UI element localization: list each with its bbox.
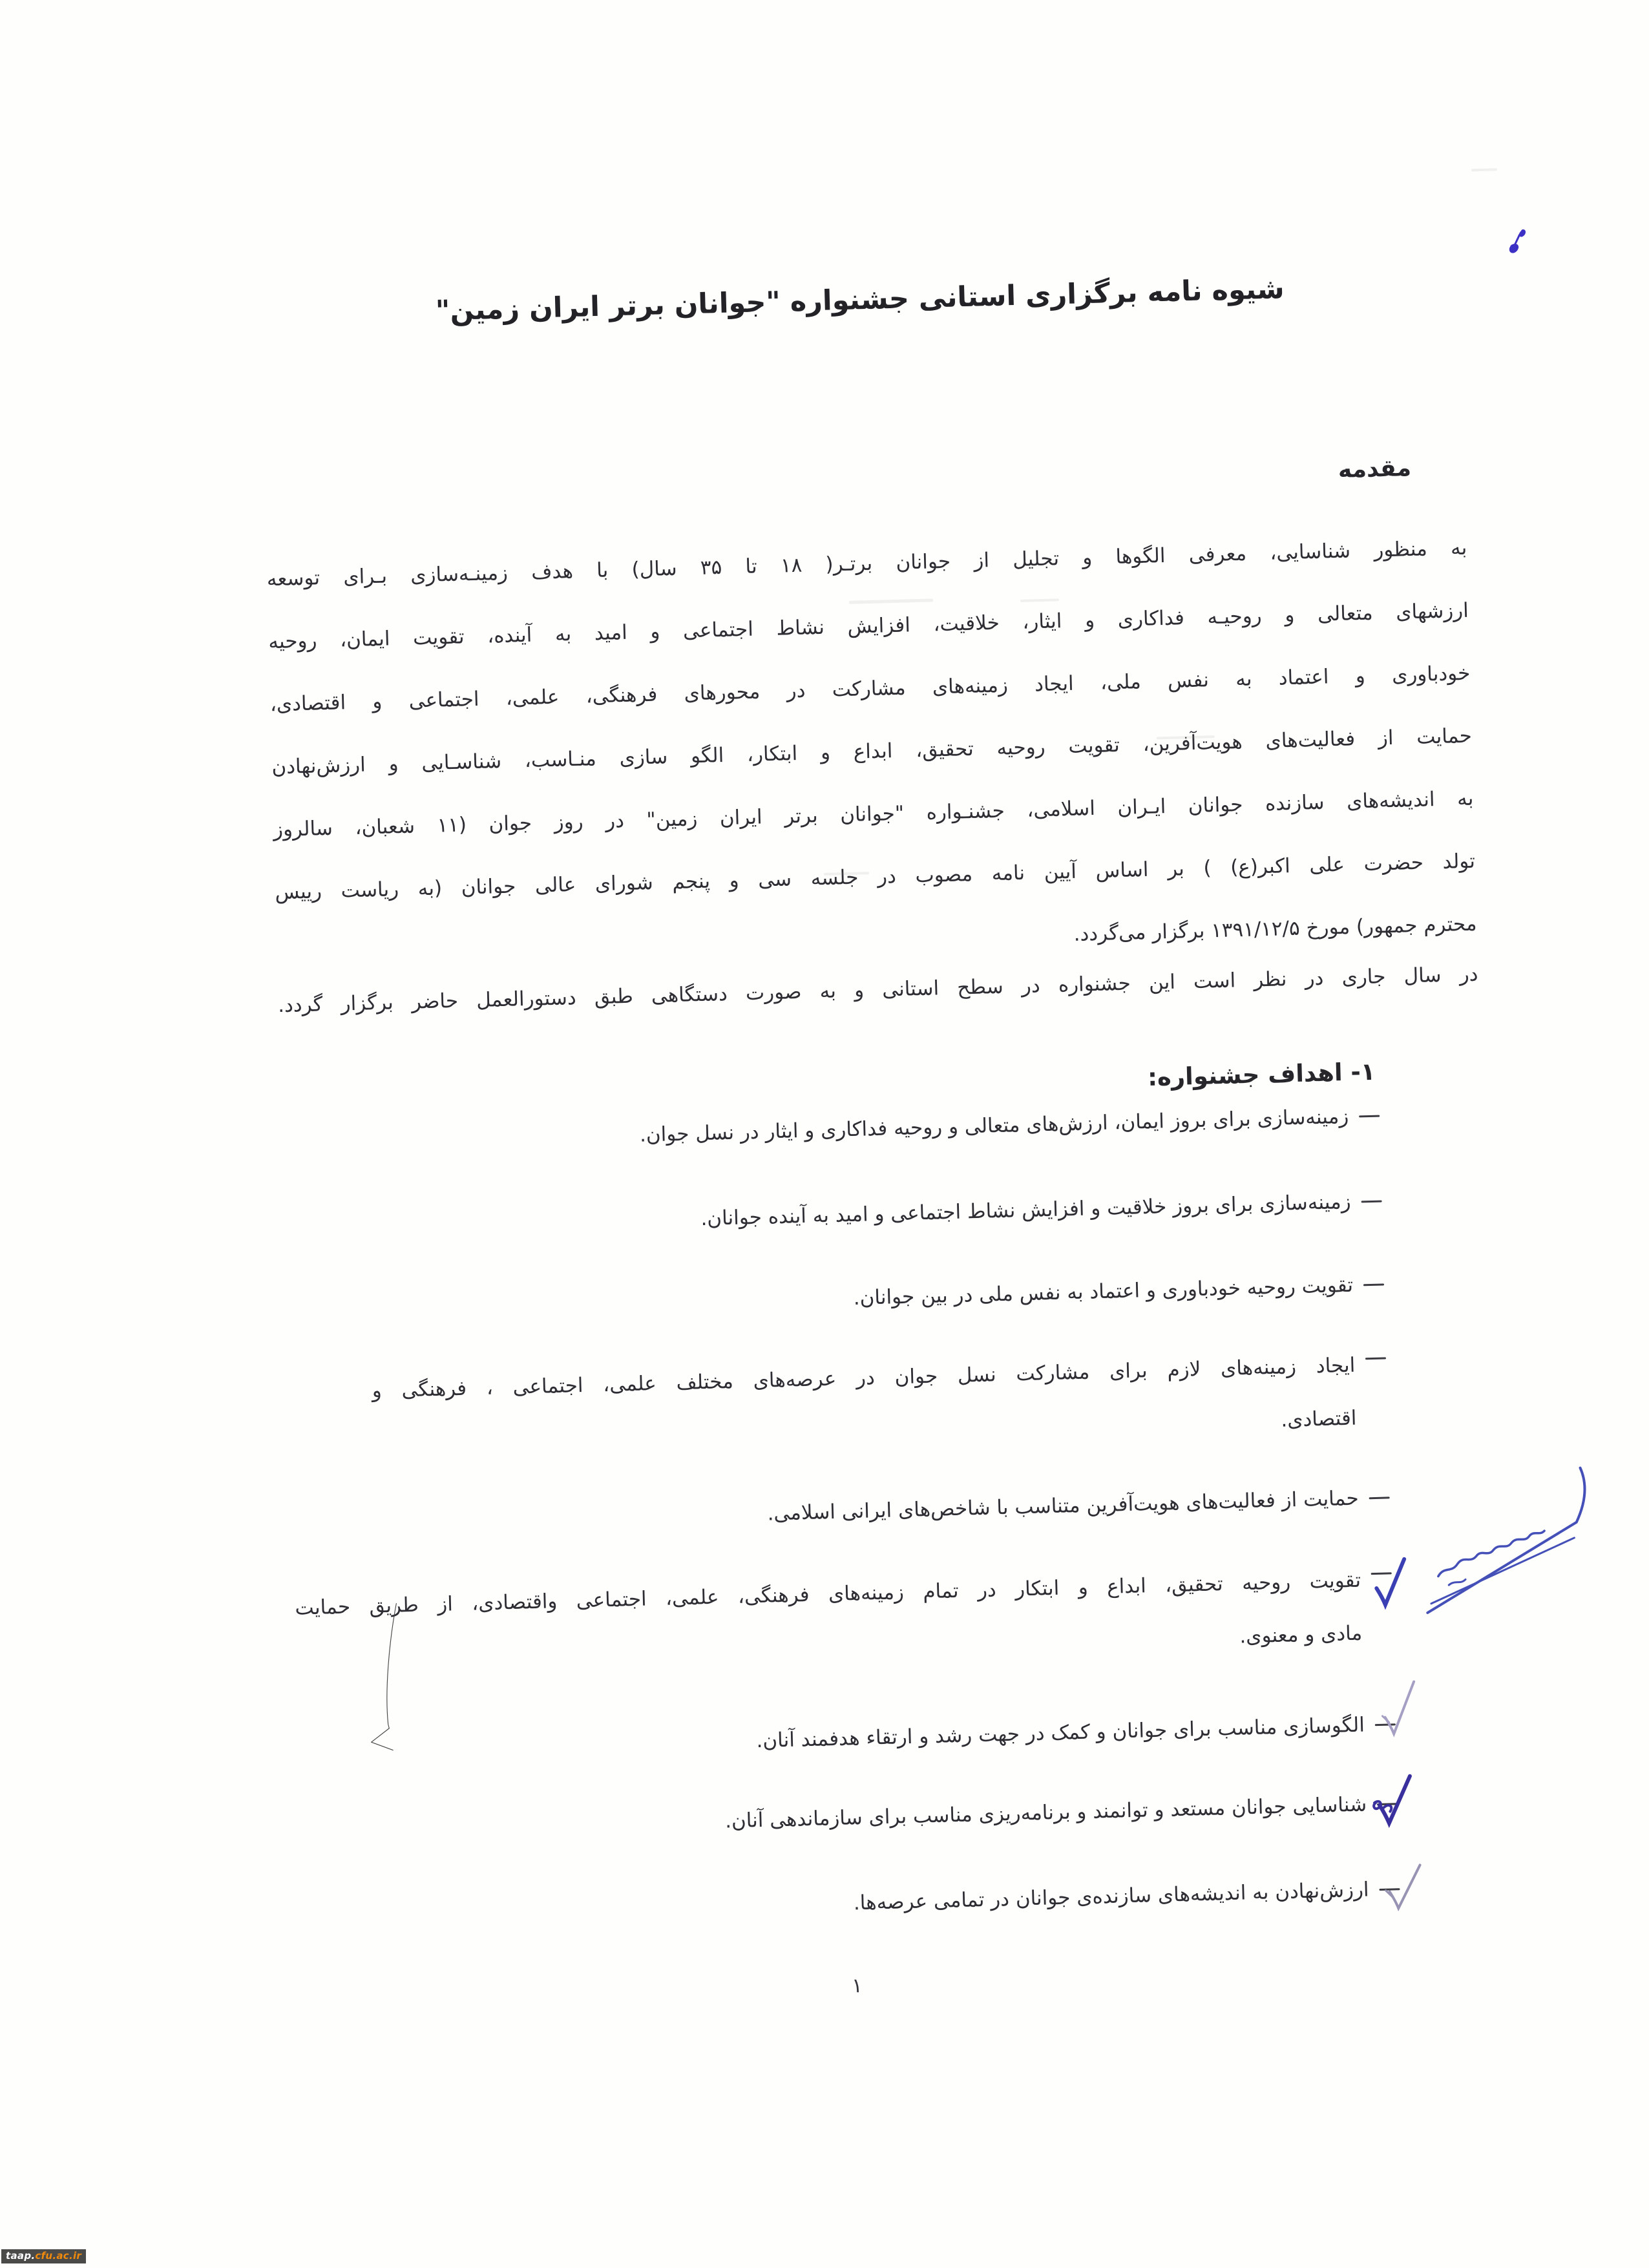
objective-item bbox=[853, 1265, 1385, 1318]
objective-text-continued: اقتصادی. bbox=[1280, 1406, 1357, 1432]
paragraph-line: ارزشهای متعالی و روحیـه فداکاری و ایثار، خلاقیت، افزایش نشاط اجتماعی و امید به آینده، تقویت ایمان، روحیه bbox=[268, 598, 1469, 654]
document-title: شیوه نامه برگزاری استانی جشنواره "جوانان برتر ایران زمین" bbox=[435, 273, 1285, 328]
scan-content bbox=[1, 0, 1649, 2268]
objective-text: حمایت از فعالیت‌های هویت‌آفرین متناسب با شاخص‌های ایرانی اسلامی. bbox=[767, 1486, 1360, 1526]
paragraph-line: خودباوری و اعتماد به نفس ملی، ایجاد زمینه‌های مشارکت در محورهای فرهنگی، علمی، اجتماعی و اقتصادی، bbox=[269, 661, 1471, 717]
objective-item bbox=[767, 1477, 1391, 1533]
bullet-dash-icon bbox=[1363, 1284, 1384, 1286]
checkmark-ink-gray-icon bbox=[1382, 1860, 1430, 1915]
objectives-heading: ۱- اهداف جشنواره: bbox=[1147, 1057, 1376, 1091]
objective-item bbox=[294, 1553, 1394, 1687]
watermark-domain: cfu.ac.ir bbox=[35, 2250, 82, 2262]
ink-comma-mark-icon bbox=[1502, 226, 1533, 260]
watermark bbox=[1, 2249, 86, 2263]
objective-text-continued: مادی و معنوی. bbox=[1239, 1621, 1363, 1648]
objective-item bbox=[639, 1096, 1380, 1155]
checkmark-ink-faint-icon bbox=[1380, 1676, 1421, 1742]
objective-text: زمینه‌سازی برای بروز خلاقیت و افزایش نشاط اجتماعی و امید به آینده جوانان. bbox=[700, 1190, 1352, 1231]
bullet-dash-icon bbox=[1361, 1201, 1382, 1203]
paragraph-line: به اندیشه‌های سازنده جوانان ایـران اسلامی، جشنـواره "جوانان برتر ایران زمین" در روز جوان (۱۱ شعبان، سالروز bbox=[273, 786, 1474, 842]
closing-sentence: در سال جاری در نظر است این جشنواره در سطح استانی و به صورت دستگاهی طبق دستورالعمل حاضر برگزار گردد. bbox=[277, 962, 1478, 1018]
objective-text: تقویت روحیه تحقیق، ابداع و ابتکار در تمام زمینه‌های فرهنگی، علمی، اجتماعی واقتصادی، از طریق حمایت bbox=[295, 1568, 1361, 1620]
paragraph-line: محترم جمهور) مورخ ۱۳۹۱/۱۲/۵ برگزار می‌گردد. bbox=[1073, 912, 1477, 946]
objective-text: ارزش‌نهادن به اندیشه‌های سازنده‌ی جوانان در تمامی عرصه‌ها. bbox=[853, 1878, 1369, 1915]
page-number: ۱ bbox=[851, 1974, 863, 1998]
bullet-dash-icon bbox=[1359, 1115, 1380, 1118]
objective-item bbox=[724, 1783, 1398, 1841]
checkmark-ink-icon bbox=[1371, 1554, 1412, 1615]
objective-text: ایجاد زمینه‌های لازم برای مشارکت نسل جوان در عرصه‌های مختلف علمی، اجتماعی ، فرهنگی و bbox=[372, 1353, 1356, 1403]
objective-text: شناسایی جوانان مستعد و توانمند و برنامه‌ریزی مناسب برای سازماندهی آنان. bbox=[724, 1792, 1367, 1833]
objective-item bbox=[700, 1181, 1383, 1239]
bullet-dash-icon bbox=[1365, 1357, 1386, 1360]
introduction-heading: مقدمه bbox=[1338, 454, 1412, 483]
watermark-prefix: taap. bbox=[6, 2250, 36, 2262]
introduction-paragraph bbox=[266, 517, 1478, 987]
bullet-dash-icon bbox=[1369, 1496, 1390, 1499]
objective-text: الگوسازی مناسب برای جوانان و کمک در جهت رشد و ارتقاء هدفمند آنان. bbox=[756, 1713, 1365, 1753]
objective-text: تقویت روحیه خودباوری و اعتماد به نفس ملی در بین جوانان. bbox=[853, 1273, 1354, 1310]
pen-stroke bbox=[326, 1597, 439, 1755]
scan-smudge bbox=[1471, 168, 1497, 171]
paragraph-line: حمایت از فعالیت‌های هویت‌آفرین، تقویت روحیه تحقیق، ابداع و ابتکار، الگو سازی منـاسب، شناسـایی و ارزش‌نهادن bbox=[271, 724, 1473, 779]
objective-item bbox=[756, 1704, 1396, 1761]
paragraph-line: تولد حضرت علی اکبر(ع) ) بر اساس آیین نامه مصوب در جلسه سی و پنجم شورای عالی جوانان (به ریاست رییس bbox=[275, 849, 1476, 905]
objective-text: زمینه‌سازی برای بروز ایمان، ارزش‌های متعالی و روحیه فداکاری و ایثار در نسل جوان. bbox=[639, 1104, 1349, 1147]
paragraph-line: به منظور شناسایی، معرفی الگوها و تجلیل از جوانان برتـر( ۱۸ تا ۳۵ سال) با هدف زمینـه‌سازی بـرای توسعه bbox=[266, 536, 1467, 591]
checkmark-ink-dark-icon bbox=[1370, 1769, 1428, 1832]
objective-item bbox=[372, 1338, 1389, 1470]
signature-scribble bbox=[1407, 1458, 1599, 1637]
objective-item bbox=[853, 1869, 1400, 1923]
